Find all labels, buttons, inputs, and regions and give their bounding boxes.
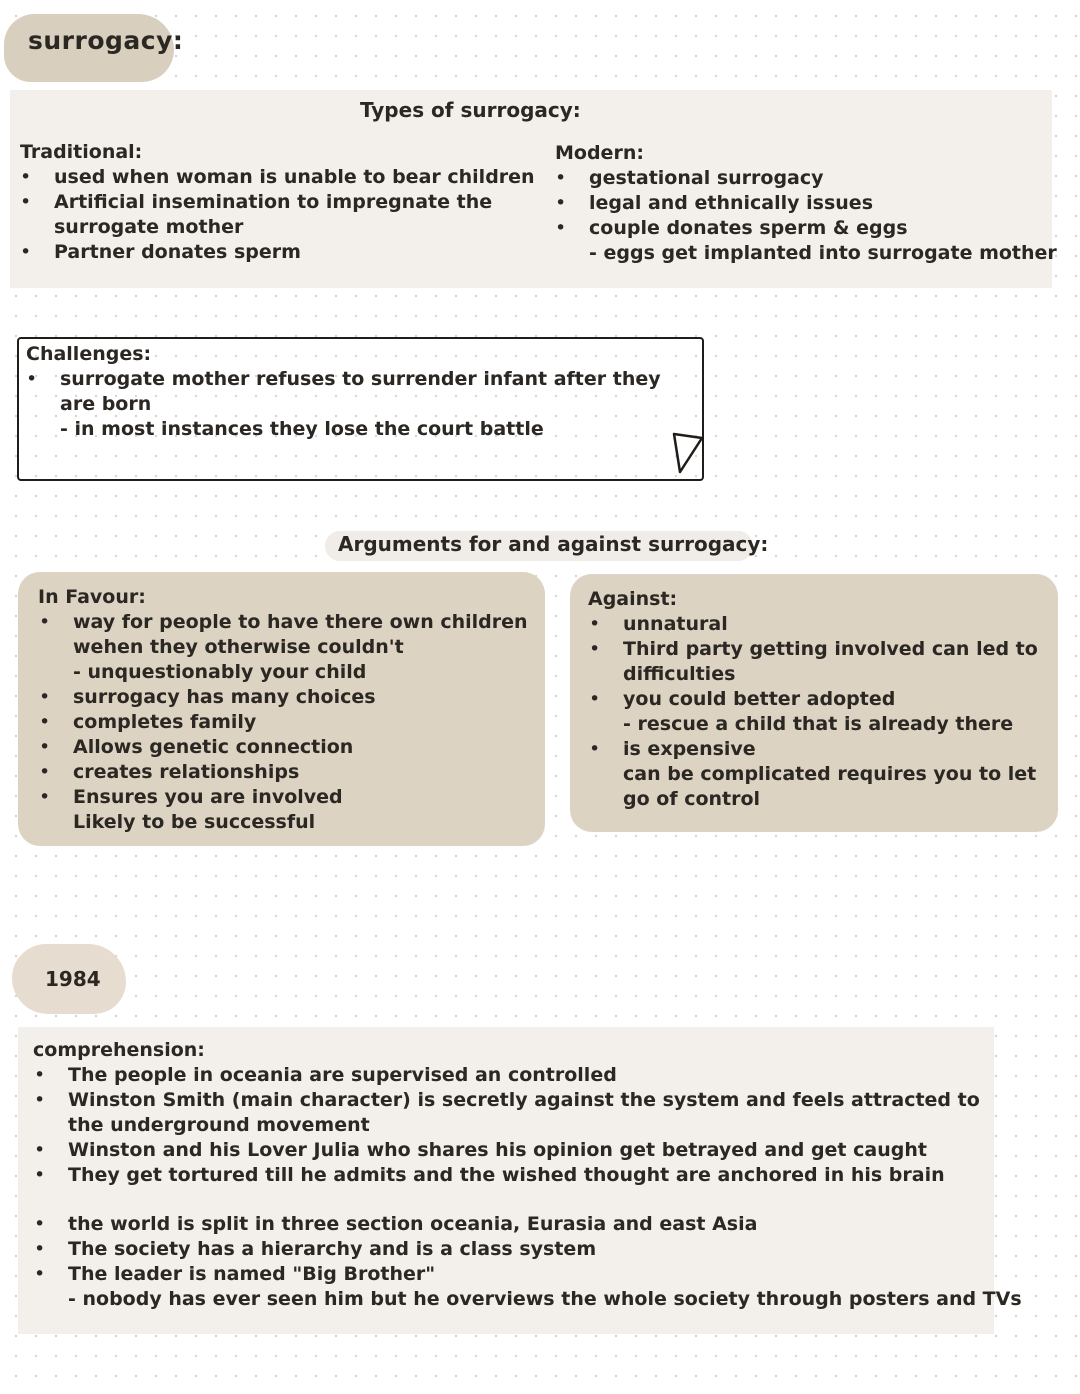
traditional-list (54, 165, 535, 265)
list-item: • Artificial insemination to impregnate the (54, 190, 535, 215)
challenges-list (60, 367, 661, 442)
comprehension-section (33, 1038, 1022, 1312)
list-item: • Third party getting involved can led to (623, 637, 1038, 662)
arguments-heading: Arguments for and against surrogacy: (338, 532, 769, 556)
types-heading: Types of surrogacy: (360, 98, 581, 122)
list-item: • They get tortured till he admits and the wished thought are anchored in his brain (68, 1163, 1022, 1188)
list-item: • The people in oceania are supervised an controlled (68, 1063, 1022, 1088)
list-item: • way for people to have there own children (73, 610, 528, 635)
list-item: difficulties (623, 663, 736, 685)
list-item: • surrogate mother refuses to surrender infant after they (60, 367, 661, 392)
list-item: • Winston and his Lover Julia who shares his opinion get betrayed and get caught (68, 1138, 1022, 1163)
list-item: the underground movement (68, 1114, 370, 1136)
list-item: • Allows genetic connection (73, 735, 528, 760)
modern-list (589, 166, 1057, 266)
list-item: • surrogacy has many choices (73, 685, 528, 710)
modern-section (555, 141, 1057, 266)
list-item: • used when woman is unable to bear children (54, 165, 535, 190)
challenges-section (26, 342, 661, 442)
traditional-section (20, 140, 535, 265)
list-item: are born (60, 393, 152, 415)
list-item: • the world is split in three section oceania, Eurasia and east Asia (68, 1212, 1022, 1237)
page-title: surrogacy: (28, 26, 184, 55)
list-item: • couple donates sperm & eggs (589, 216, 1057, 241)
list-item: can be complicated requires you to let (623, 763, 1037, 785)
list-item: • Partner donates sperm (54, 240, 535, 265)
list-item: Likely to be successful (73, 811, 316, 833)
list-item: • The society has a hierarchy and is a class system (68, 1237, 1022, 1262)
list-item: • creates relationships (73, 760, 528, 785)
list-item: • you could better adopted (623, 687, 1038, 712)
list-item: • unnatural (623, 612, 1038, 637)
comprehension-heading: comprehension: (33, 1039, 205, 1061)
list-item: go of control (623, 788, 761, 810)
against-list (623, 612, 1038, 812)
list-item: • Ensures you are involved (73, 785, 528, 810)
list-item: - nobody has ever seen him but he overviews the whole society through posters and TVs (68, 1288, 1022, 1310)
comprehension-list (68, 1063, 1022, 1188)
challenges-heading: Challenges: (26, 343, 152, 365)
against-section (588, 587, 1038, 812)
favour-section (38, 585, 528, 835)
page-curl-icon (670, 430, 710, 478)
favour-list (73, 610, 528, 835)
comprehension-list-2 (68, 1212, 1022, 1312)
modern-heading: Modern: (555, 142, 644, 164)
favour-heading: In Favour: (38, 586, 146, 608)
list-item: • legal and ethnically issues (589, 191, 1057, 216)
list-item: surrogate mother (54, 216, 244, 238)
list-item: • Winston Smith (main character) is secretly against the system and feels attracted to (68, 1088, 1022, 1113)
novel-title: 1984 (45, 967, 101, 991)
list-item: wehen they otherwise couldn't (73, 636, 404, 658)
list-item: - eggs get implanted into surrogate mother (589, 242, 1057, 264)
list-item: • gestational surrogacy (589, 166, 1057, 191)
list-item: • The leader is named "Big Brother" (68, 1262, 1022, 1287)
list-item: • completes family (73, 710, 528, 735)
list-item: - rescue a child that is already there (623, 713, 1014, 735)
against-heading: Against: (588, 588, 678, 610)
list-item: - unquestionably your child (73, 661, 367, 683)
list-item: • is expensive (623, 737, 1038, 762)
traditional-heading: Traditional: (20, 141, 143, 163)
list-item: - in most instances they lose the court battle (60, 418, 544, 440)
